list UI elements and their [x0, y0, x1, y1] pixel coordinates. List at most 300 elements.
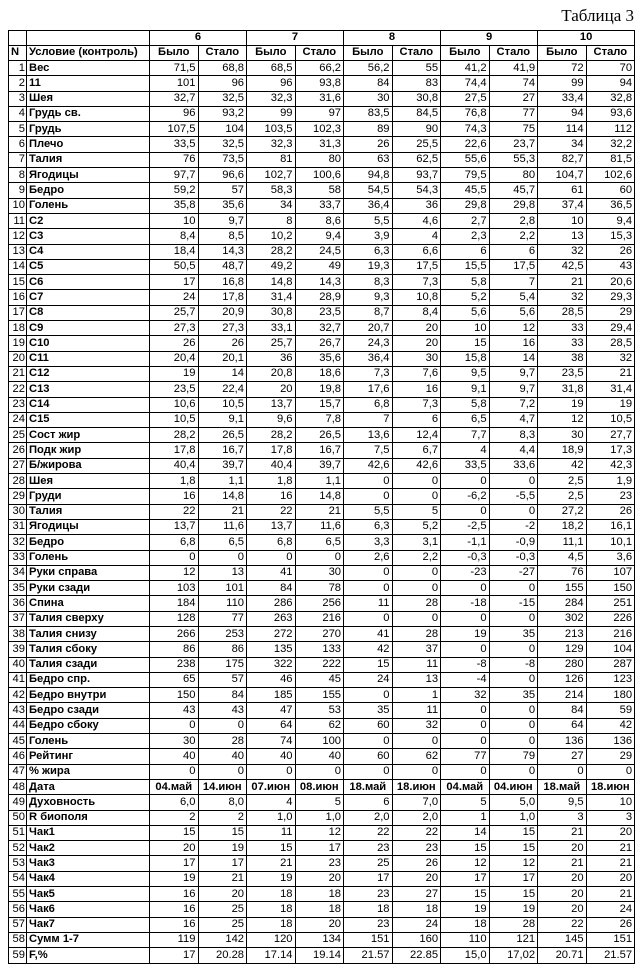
row-condition: Шея: [27, 474, 150, 489]
table-cell: 16: [247, 489, 296, 504]
table-cell: 322: [247, 657, 296, 672]
table-cell: 12,4: [392, 428, 441, 443]
table-cell: 0: [489, 642, 538, 657]
table-cell: 33,5: [150, 137, 199, 152]
table-cell: -8: [489, 657, 538, 672]
table-cell: 126: [538, 672, 587, 687]
table-cell: 2,0: [344, 810, 393, 825]
table-cell: -23: [441, 565, 490, 580]
table-cell: 19,3: [344, 259, 393, 274]
table-cell: 96: [150, 106, 199, 121]
table-cell: 26: [392, 856, 441, 871]
table-cell: 68,5: [247, 61, 296, 76]
table-row: [9, 443, 635, 458]
row-number: 3: [9, 91, 27, 106]
table-cell: 5,8: [441, 275, 490, 290]
row-condition: Дата: [27, 779, 150, 794]
row-condition: Бедро: [27, 183, 150, 198]
table-cell: 86: [150, 642, 199, 657]
row-condition: Подк жир: [27, 443, 150, 458]
row-number: 38: [9, 626, 27, 641]
table-row: [9, 382, 635, 397]
row-condition: Чак5: [27, 887, 150, 902]
table-cell: 29,4: [586, 321, 635, 336]
table-cell: 20: [295, 871, 344, 886]
table-cell: 23,5: [295, 305, 344, 320]
table-cell: 151: [344, 932, 393, 947]
table-cell: 72: [538, 61, 587, 76]
table-row: [9, 259, 635, 274]
table-cell: 222: [295, 657, 344, 672]
table-cell: 4: [441, 443, 490, 458]
table-cell: 97: [295, 106, 344, 121]
table-cell: 21: [538, 856, 587, 871]
table-cell: 129: [538, 642, 587, 657]
table-cell: 60: [344, 749, 393, 764]
table-cell: 32,8: [586, 91, 635, 106]
table-cell: 04.июн: [489, 779, 538, 794]
table-cell: 28,2: [247, 428, 296, 443]
table-cell: 15: [247, 841, 296, 856]
row-number: 28: [9, 474, 27, 489]
table-cell: 151: [586, 932, 635, 947]
row-number: 18: [9, 321, 27, 336]
table-cell: 20,9: [198, 305, 247, 320]
table-row: [9, 565, 635, 580]
table-cell: 123: [586, 672, 635, 687]
row-number: 55: [9, 887, 27, 902]
table-cell: 32,5: [198, 91, 247, 106]
table-cell: 30: [150, 734, 199, 749]
table-cell: 86: [198, 642, 247, 657]
table-cell: 36: [247, 351, 296, 366]
table-cell: 0: [489, 474, 538, 489]
table-cell: 60: [586, 183, 635, 198]
table-cell: 2: [198, 810, 247, 825]
table-cell: 15: [489, 841, 538, 856]
table-cell: 18,4: [150, 244, 199, 259]
table-cell: 7,7: [441, 428, 490, 443]
table-cell: 29,3: [586, 290, 635, 305]
table-cell: 100: [295, 734, 344, 749]
table-cell: 71,5: [150, 61, 199, 76]
table-row: [9, 183, 635, 198]
table-cell: 101: [150, 76, 199, 91]
table-cell: 42: [586, 718, 635, 733]
table-cell: 0: [150, 764, 199, 779]
table-cell: 5,0: [489, 795, 538, 810]
row-number: 4: [9, 106, 27, 121]
table-cell: 19: [538, 397, 587, 412]
table-cell: 33,6: [489, 458, 538, 473]
table-cell: 20: [295, 917, 344, 932]
table-cell: 30: [538, 428, 587, 443]
table-cell: 5,2: [441, 290, 490, 305]
table-cell: 12: [441, 856, 490, 871]
table-cell: 16,1: [586, 519, 635, 534]
table-cell: 29,8: [489, 198, 538, 213]
table-cell: 41: [344, 626, 393, 641]
table-cell: 07.июн: [247, 779, 296, 794]
table-cell: 18: [295, 902, 344, 917]
table-cell: 0: [441, 474, 490, 489]
table-cell: 58: [295, 183, 344, 198]
table-cell: 216: [586, 626, 635, 641]
table-cell: 0: [198, 764, 247, 779]
table-cell: 33: [538, 336, 587, 351]
table-cell: 0: [441, 642, 490, 657]
table-row: [9, 489, 635, 504]
table-cell: 41,2: [441, 61, 490, 76]
header-after: Стало: [489, 46, 538, 61]
table-cell: 19: [441, 902, 490, 917]
table-cell: 14: [441, 825, 490, 840]
row-number: 50: [9, 810, 27, 825]
table-cell: 0: [344, 474, 393, 489]
table-cell: 27: [392, 887, 441, 902]
row-number: 56: [9, 902, 27, 917]
table-cell: 23: [392, 841, 441, 856]
table-cell: 6,8: [247, 535, 296, 550]
table-cell: 96: [247, 76, 296, 91]
header-before: Было: [538, 46, 587, 61]
row-condition: Вес: [27, 61, 150, 76]
row-condition: Талия снизу: [27, 626, 150, 641]
table-row: [9, 672, 635, 687]
row-condition: C14: [27, 397, 150, 412]
table-cell: 19: [198, 841, 247, 856]
table-cell: 30: [392, 351, 441, 366]
table-cell: 33,5: [441, 458, 490, 473]
table-cell: 37: [392, 642, 441, 657]
table-cell: 7,3: [392, 275, 441, 290]
table-cell: 17.14: [247, 948, 296, 963]
row-condition: Бедро сбоку: [27, 718, 150, 733]
table-cell: 43: [150, 703, 199, 718]
table-cell: 19.14: [295, 948, 344, 963]
table-cell: 10,5: [198, 397, 247, 412]
table-cell: 32,7: [295, 321, 344, 336]
table-cell: 11: [392, 657, 441, 672]
table-cell: 27,7: [586, 428, 635, 443]
table-cell: 13,7: [247, 519, 296, 534]
table-cell: 8,7: [344, 305, 393, 320]
table-cell: 5: [441, 795, 490, 810]
row-number: 24: [9, 412, 27, 427]
table-row: [9, 290, 635, 305]
table-cell: 256: [295, 596, 344, 611]
row-number: 57: [9, 917, 27, 932]
row-number: 11: [9, 213, 27, 228]
table-cell: 28: [392, 596, 441, 611]
table-cell: 93,2: [198, 106, 247, 121]
table-cell: 20,8: [247, 366, 296, 381]
table-cell: 29,8: [441, 198, 490, 213]
table-cell: 32: [392, 718, 441, 733]
table-cell: -2,5: [441, 519, 490, 534]
table-row: [9, 902, 635, 917]
table-cell: 14: [198, 366, 247, 381]
table-cell: 30,8: [392, 91, 441, 106]
table-cell: 5,4: [489, 290, 538, 305]
table-cell: 0: [489, 672, 538, 687]
table-cell: 17: [295, 841, 344, 856]
header-after: Стало: [198, 46, 247, 61]
table-cell: 9,1: [441, 382, 490, 397]
table-cell: 8,0: [198, 795, 247, 810]
table-cell: 16: [392, 382, 441, 397]
row-number: 23: [9, 397, 27, 412]
table-cell: 9,3: [344, 290, 393, 305]
table-cell: 21: [198, 504, 247, 519]
table-cell: 226: [586, 611, 635, 626]
table-cell: 78: [295, 581, 344, 596]
row-number: 59: [9, 948, 27, 963]
row-condition: Бедро внутри: [27, 688, 150, 703]
table-cell: 3: [586, 810, 635, 825]
table-cell: 35,8: [150, 198, 199, 213]
table-cell: 16: [150, 489, 199, 504]
row-number: 58: [9, 932, 27, 947]
table-cell: 21: [586, 366, 635, 381]
table-cell: 1,8: [150, 474, 199, 489]
table-cell: 19: [247, 871, 296, 886]
table-cell: 7,3: [344, 366, 393, 381]
table-cell: 96: [198, 76, 247, 91]
header-before: Было: [344, 46, 393, 61]
row-number: 1: [9, 61, 27, 76]
table-cell: 32,3: [247, 137, 296, 152]
table-row: [9, 458, 635, 473]
table-cell: 81: [247, 152, 296, 167]
table-cell: 2,7: [441, 213, 490, 228]
table-cell: 40: [247, 749, 296, 764]
row-condition: Спина: [27, 596, 150, 611]
table-cell: 15: [441, 887, 490, 902]
table-cell: -27: [489, 565, 538, 580]
table-cell: 16,7: [198, 443, 247, 458]
table-cell: 0: [344, 611, 393, 626]
table-cell: 08.июн: [295, 779, 344, 794]
table-cell: 94,8: [344, 168, 393, 183]
table-row: [9, 856, 635, 871]
table-cell: 84: [198, 688, 247, 703]
row-condition: C7: [27, 290, 150, 305]
table-cell: 6,3: [344, 244, 393, 259]
table-row: [9, 122, 635, 137]
table-cell: 31,6: [295, 91, 344, 106]
table-cell: 16: [150, 887, 199, 902]
table-cell: 5,5: [344, 504, 393, 519]
table-row: [9, 932, 635, 947]
table-cell: -1,1: [441, 535, 490, 550]
table-cell: 101: [198, 581, 247, 596]
table-cell: 2,3: [441, 229, 490, 244]
table-cell: 22: [150, 504, 199, 519]
table-cell: 36: [392, 198, 441, 213]
table-cell: 31,4: [586, 382, 635, 397]
table-row: [9, 581, 635, 596]
table-cell: 20: [538, 887, 587, 902]
table-cell: 10: [586, 795, 635, 810]
row-condition: Талия: [27, 152, 150, 167]
row-number: 39: [9, 642, 27, 657]
table-cell: 18.май: [538, 779, 587, 794]
table-cell: 9,4: [586, 213, 635, 228]
table-cell: 82,7: [538, 152, 587, 167]
table-cell: 263: [247, 611, 296, 626]
table-row: [9, 917, 635, 932]
table-row: [9, 734, 635, 749]
table-cell: 0: [344, 565, 393, 580]
table-cell: 37,4: [538, 198, 587, 213]
table-cell: 17: [198, 856, 247, 871]
table-cell: 136: [538, 734, 587, 749]
row-number: 53: [9, 856, 27, 871]
table-cell: 43: [198, 703, 247, 718]
group-header: 7: [247, 31, 344, 46]
table-cell: 29: [586, 305, 635, 320]
table-cell: 56,2: [344, 61, 393, 76]
table-row: [9, 351, 635, 366]
table-cell: 27: [538, 749, 587, 764]
table-cell: 11,6: [198, 519, 247, 534]
table-cell: 145: [538, 932, 587, 947]
row-condition: Духовность: [27, 795, 150, 810]
row-number: 37: [9, 611, 27, 626]
table-cell: 21: [586, 856, 635, 871]
table-row: [9, 810, 635, 825]
table-cell: 45: [295, 672, 344, 687]
table-cell: 17: [441, 871, 490, 886]
table-cell: 23: [586, 489, 635, 504]
row-number: 16: [9, 290, 27, 305]
table-cell: 19: [150, 366, 199, 381]
table-cell: 25: [198, 917, 247, 932]
table-cell: 65: [150, 672, 199, 687]
table-cell: 27: [489, 91, 538, 106]
table-cell: 102,3: [295, 122, 344, 137]
row-number: 51: [9, 825, 27, 840]
table-cell: 238: [150, 657, 199, 672]
row-number: 15: [9, 275, 27, 290]
table-cell: 11: [247, 825, 296, 840]
row-number: 12: [9, 229, 27, 244]
table-row: [9, 305, 635, 320]
table-row: [9, 779, 635, 794]
table-row: [9, 841, 635, 856]
table-cell: 59: [586, 703, 635, 718]
table-cell: 97,7: [150, 168, 199, 183]
row-condition: Талия сзади: [27, 657, 150, 672]
table-cell: 1,0: [247, 810, 296, 825]
table-cell: 55,3: [489, 152, 538, 167]
table-cell: 7: [489, 275, 538, 290]
row-condition: Талия сбоку: [27, 642, 150, 657]
row-condition: Руки справа: [27, 565, 150, 580]
table-cell: 54,3: [392, 183, 441, 198]
table-cell: 22: [247, 504, 296, 519]
row-number: 46: [9, 749, 27, 764]
table-cell: 13: [538, 229, 587, 244]
row-number: 49: [9, 795, 27, 810]
table-row: [9, 642, 635, 657]
table-cell: 27,2: [538, 504, 587, 519]
table-cell: 6,5: [198, 535, 247, 550]
table-cell: 20: [538, 841, 587, 856]
table-cell: 9,6: [247, 412, 296, 427]
table-cell: 25: [198, 902, 247, 917]
table-cell: 15,0: [441, 948, 490, 963]
table-cell: 17,02: [489, 948, 538, 963]
table-cell: 84: [538, 703, 587, 718]
table-cell: 6: [441, 244, 490, 259]
table-cell: 36,5: [586, 198, 635, 213]
table-cell: 23: [344, 841, 393, 856]
table-row: [9, 412, 635, 427]
table-cell: 0: [586, 764, 635, 779]
table-cell: 26: [586, 917, 635, 932]
row-number: 40: [9, 657, 27, 672]
row-number: 10: [9, 198, 27, 213]
table-cell: 21: [586, 841, 635, 856]
table-cell: 20: [392, 871, 441, 886]
row-condition: Сумм 1-7: [27, 932, 150, 947]
group-header-row: [9, 31, 635, 46]
table-cell: 32,3: [247, 91, 296, 106]
table-cell: 20: [392, 321, 441, 336]
table-cell: 4: [392, 229, 441, 244]
table-cell: 5: [295, 795, 344, 810]
table-cell: 43: [586, 259, 635, 274]
table-cell: 68,8: [198, 61, 247, 76]
table-row: [9, 168, 635, 183]
table-cell: 0: [392, 734, 441, 749]
header-n: N: [9, 46, 27, 61]
table-cell: 32: [538, 244, 587, 259]
table-cell: 0: [392, 489, 441, 504]
table-row: [9, 213, 635, 228]
table-cell: 8,5: [198, 229, 247, 244]
table-cell: 0: [441, 718, 490, 733]
table-cell: 23,5: [538, 366, 587, 381]
table-cell: 83,5: [344, 106, 393, 121]
table-row: [9, 825, 635, 840]
table-row: [9, 657, 635, 672]
table-cell: 38: [538, 351, 587, 366]
row-number: 17: [9, 305, 27, 320]
header-n-top: [9, 31, 27, 46]
row-number: 5: [9, 122, 27, 137]
table-cell: 1,1: [198, 474, 247, 489]
table-cell: 63: [344, 152, 393, 167]
table-cell: 6: [344, 795, 393, 810]
table-cell: 134: [295, 932, 344, 947]
table-cell: 84,5: [392, 106, 441, 121]
table-cell: 6,7: [392, 443, 441, 458]
row-condition: Ягодицы: [27, 168, 150, 183]
table-cell: 3,9: [344, 229, 393, 244]
table-cell: 10,5: [150, 412, 199, 427]
table-cell: 16: [489, 336, 538, 351]
table-cell: 16,8: [198, 275, 247, 290]
row-number: 47: [9, 764, 27, 779]
table-cell: 18,6: [295, 366, 344, 381]
table-caption: Таблица 3: [561, 6, 634, 26]
table-cell: 10,8: [392, 290, 441, 305]
table-row: [9, 152, 635, 167]
table-cell: 90: [392, 122, 441, 137]
